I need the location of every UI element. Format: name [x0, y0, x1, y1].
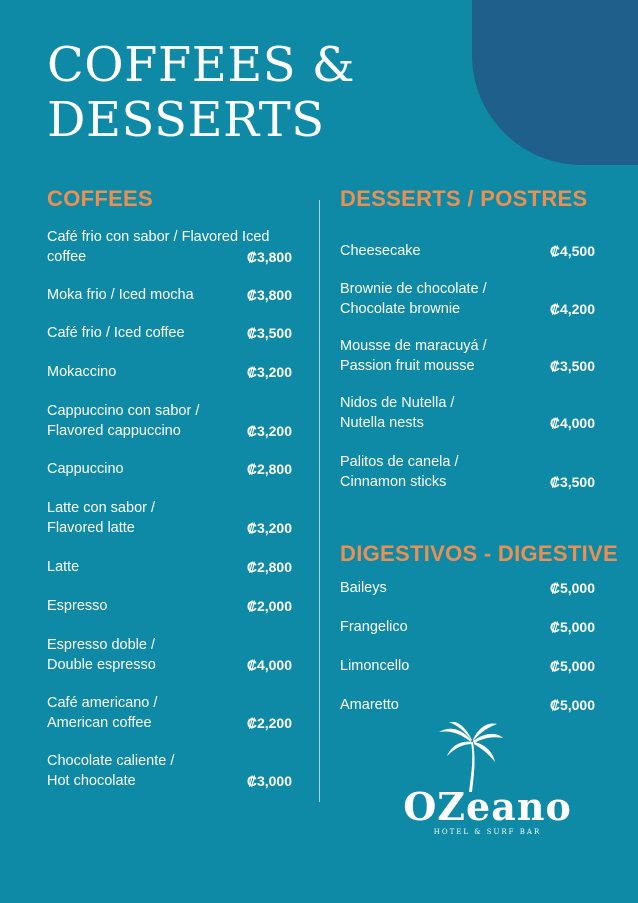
menu-item-name: Moka frio / Iced mocha — [47, 287, 194, 303]
menu-item-name: Café americano / — [47, 695, 158, 711]
menu-item-price: ₡4,000 — [549, 414, 595, 431]
menu-item — [47, 694, 157, 733]
menu-item-name: Cheesecake — [340, 243, 421, 259]
logo-tagline: HOTEL & SURF BAR — [433, 828, 542, 836]
column-divider — [319, 200, 320, 802]
menu-item-price: ₡3,000 — [246, 772, 292, 789]
menu-item — [340, 242, 421, 262]
menu-item-price: ₡3,500 — [549, 473, 595, 490]
menu-item-price: ₡5,000 — [549, 697, 595, 713]
menu-item — [47, 402, 199, 441]
menu-item — [47, 597, 107, 617]
menu-item-name: Nidos de Nutella / — [340, 395, 455, 411]
menu-item — [47, 558, 79, 578]
menu-item — [47, 499, 155, 538]
menu-item-name: Double espresso — [47, 656, 156, 673]
menu-item — [340, 696, 399, 716]
menu-item-name: Passion fruit mousse — [340, 357, 475, 374]
page-title-line-2: DESSERTS — [47, 92, 325, 148]
desserts-heading: DESSERTS / POSTRES — [340, 186, 588, 211]
menu-item — [47, 286, 194, 306]
menu-item-name: Mousse de maracuyá / — [340, 338, 487, 354]
menu-item-name: Espresso doble / — [47, 637, 156, 653]
menu-item-name: Hot chocolate — [47, 772, 136, 789]
menu-item-price: ₡2,800 — [246, 461, 292, 477]
menu-item-price: ₡2,000 — [246, 598, 292, 614]
menu-item — [47, 363, 116, 383]
menu-item-name: Brownie de chocolate / — [340, 281, 487, 297]
palm-tree-icon — [395, 722, 580, 792]
menu-item-price: ₡4,200 — [549, 300, 595, 317]
menu-item-name: Flavored latte — [47, 519, 135, 536]
menu-item-price: ₡3,500 — [246, 325, 292, 341]
menu-item-price: ₡5,000 — [549, 658, 595, 674]
menu-item-name: Café frio con sabor / Flavored Iced — [47, 229, 270, 245]
menu-item-price: ₡2,800 — [246, 559, 292, 575]
menu-item — [340, 280, 487, 319]
menu-item-name: Flavored cappuccino — [47, 422, 181, 439]
menu-item-name: Latte — [47, 559, 80, 575]
menu-item — [340, 657, 409, 677]
ozeano-logo — [395, 722, 580, 842]
menu-item-name: Limoncello — [340, 658, 410, 674]
menu-item-name: Cappuccino con sabor / — [47, 403, 200, 419]
menu-item-name: Frangelico — [340, 619, 408, 635]
menu-item — [340, 579, 387, 599]
page-title-line-1: COFFEES & — [47, 37, 356, 93]
menu-item-name: Mokaccino — [47, 364, 117, 380]
menu-item — [340, 394, 454, 433]
menu-item-price: ₡3,200 — [246, 364, 292, 380]
menu-item-name: Cinnamon sticks — [340, 473, 447, 490]
menu-item-name: Baileys — [340, 580, 387, 596]
menu-item-price: ₡3,200 — [246, 422, 292, 439]
menu-item-name: Espresso — [47, 598, 108, 614]
menu-item-name: Latte con sabor / — [47, 500, 156, 516]
menu-item-name: Nutella nests — [340, 414, 424, 431]
menu-item-name: Amaretto — [340, 697, 399, 713]
menu-item-price: ₡5,000 — [549, 619, 595, 635]
decorative-blob — [472, 0, 638, 165]
menu-item-name: American coffee — [47, 714, 152, 731]
menu-item — [47, 460, 124, 480]
menu-item — [340, 618, 408, 638]
page-title — [47, 38, 355, 148]
menu-item — [340, 453, 459, 492]
menu-item — [47, 324, 185, 344]
menu-item — [47, 636, 156, 675]
menu-item-price: ₡3,500 — [549, 357, 595, 374]
menu-item-name: Cappuccino — [47, 461, 124, 477]
menu-item-price: ₡3,800 — [246, 248, 292, 265]
menu-item-price: ₡4,000 — [246, 656, 292, 673]
menu-item-name: coffee — [47, 248, 87, 265]
digestivos-heading: DIGESTIVOS - DIGESTIVE — [340, 541, 618, 566]
menu-item-price: ₡3,200 — [246, 519, 292, 536]
menu-item — [47, 752, 174, 791]
menu-item-price: ₡2,200 — [246, 714, 292, 731]
menu-item-price: ₡5,000 — [549, 580, 595, 596]
menu-item-name: Chocolate brownie — [340, 300, 461, 317]
logo-wordmark: OZeano — [403, 784, 572, 829]
menu-item-name: Café frio / Iced coffee — [47, 325, 185, 341]
menu-item-price: ₡3,800 — [246, 287, 292, 303]
menu-item-name: Chocolate caliente / — [47, 753, 175, 769]
menu-item-name: Palitos de canela / — [340, 454, 459, 470]
coffees-heading: COFFEES — [47, 186, 153, 211]
menu-item — [340, 337, 487, 376]
menu-item-price: ₡4,500 — [549, 243, 595, 259]
